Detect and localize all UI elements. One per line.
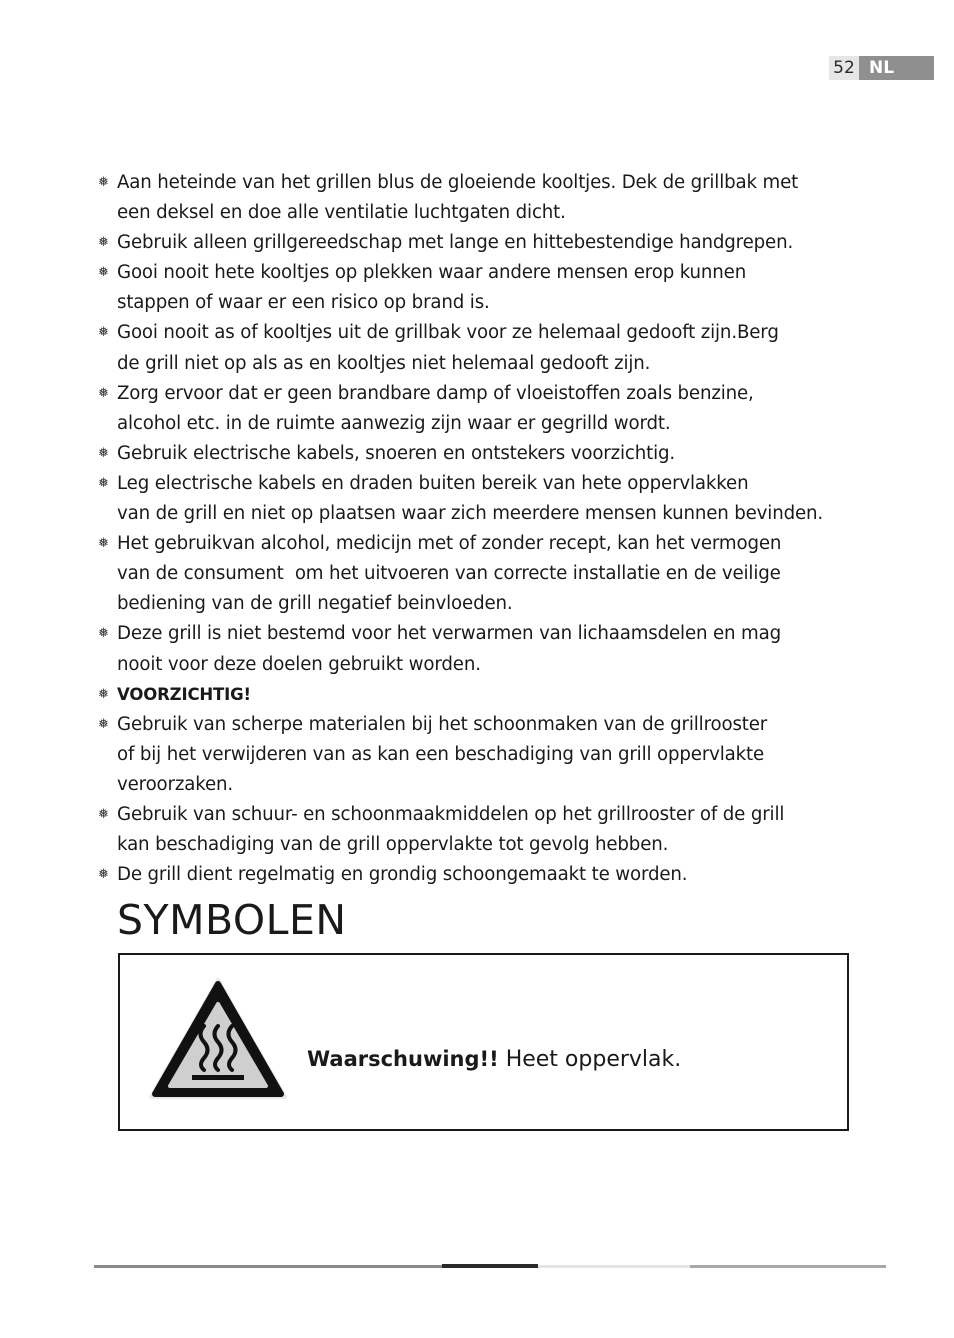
bullet-text-line: De grill dient regelmatig en grondig schoongemaakt te worden. bbox=[117, 864, 688, 886]
bullet-item bbox=[98, 318, 888, 378]
bullet-text-line: Deze grill is niet bestemd voor het verwarmen van lichaamsdelen en mag bbox=[117, 623, 781, 645]
bullet-text bbox=[117, 860, 888, 890]
bullet-text-line: van de grill en niet op plaatsen waar zich meerdere mensen kunnen bevinden. bbox=[117, 503, 824, 525]
bullet-icon: ❅ bbox=[98, 325, 109, 341]
bullet-icon: ❅ bbox=[98, 867, 109, 883]
bullet-text bbox=[117, 228, 888, 258]
bullet-item bbox=[98, 168, 888, 228]
bullet-text bbox=[117, 168, 888, 228]
page-number: 52 bbox=[829, 56, 859, 80]
bullet-text-line: bediening van de grill negatief beinvloeden. bbox=[117, 593, 513, 615]
bullet-item bbox=[98, 860, 888, 890]
bullet-text bbox=[117, 800, 888, 860]
bullet-text bbox=[117, 379, 888, 439]
bullet-text-line: van de consument om het uitvoeren van correcte installatie en de veilige bbox=[117, 563, 781, 585]
warning-label: Waarschuwing!! bbox=[307, 1047, 499, 1071]
footer-rule bbox=[94, 1264, 886, 1268]
bullet-text bbox=[117, 529, 888, 619]
bullet-text-line: Het gebruikvan alcohol, medicijn met of zonder recept, kan het vermogen bbox=[117, 533, 782, 555]
footer-rule-segment bbox=[538, 1265, 690, 1268]
bullet-item bbox=[98, 529, 888, 619]
bullet-icon: ❅ bbox=[98, 385, 109, 401]
bullet-text-line: Leg electrische kabels en draden buiten bereik van hete oppervlakken bbox=[117, 472, 749, 494]
bullet-item bbox=[98, 258, 888, 318]
bullet-text-line: Gebruik van scherpe materialen bij het schoonmaken van de grillrooster bbox=[117, 713, 768, 735]
bullet-icon: ❅ bbox=[98, 536, 109, 552]
bullet-icon: ❅ bbox=[98, 475, 109, 491]
bullet-text bbox=[117, 680, 888, 710]
bullet-text-line: of bij het verwijderen van as kan een beschadiging van grill oppervlakte bbox=[117, 743, 765, 765]
bullet-item bbox=[98, 469, 888, 529]
bullet-text-line: Zorg ervoor dat er geen brandbare damp of vloeistoffen zoals benzine, bbox=[117, 382, 754, 404]
bullet-text bbox=[117, 619, 888, 679]
bullet-item bbox=[98, 710, 888, 800]
bullet-icon: ❅ bbox=[98, 806, 109, 822]
bullet-text bbox=[117, 469, 888, 529]
bullet-icon: ❅ bbox=[98, 716, 109, 732]
bullet-text-line: de grill niet op als as en kooltjes niet helemaal gedooft zijn. bbox=[117, 352, 651, 374]
bullet-text bbox=[117, 258, 888, 318]
hot-surface-warning-icon bbox=[148, 976, 288, 1102]
footer-rule-segment bbox=[442, 1264, 538, 1268]
bullet-text-line: alcohol etc. in de ruimte aanwezig zijn waar er gegrilld wordt. bbox=[117, 412, 671, 434]
bullet-text-line: Gebruik alleen grillgereedschap met lange en hittebestendige handgrepen. bbox=[117, 232, 794, 254]
bullet-text-line: Gooi nooit as of kooltjes uit de grillbak voor ze helemaal gedooft zijn.Berg bbox=[117, 322, 779, 344]
bullet-text-line: kan beschadiging van de grill oppervlakte tot gevolg hebben. bbox=[117, 834, 669, 856]
bullet-item bbox=[98, 800, 888, 860]
section-title: SYMBOLEN bbox=[117, 896, 347, 944]
bullet-icon: ❅ bbox=[98, 235, 109, 251]
bullet-text bbox=[117, 439, 888, 469]
bullet-text-line: een deksel en doe alle ventilatie luchtgaten dicht. bbox=[117, 202, 566, 224]
bullet-text bbox=[117, 318, 888, 378]
bullet-text-line: veroorzaken. bbox=[117, 773, 234, 795]
safety-bullet-list bbox=[98, 168, 888, 890]
bullet-item bbox=[98, 379, 888, 439]
bullet-text-line: Gebruik electrische kabels, snoeren en ontstekers voorzichtig. bbox=[117, 442, 676, 464]
bullet-item bbox=[98, 439, 888, 469]
bullet-item bbox=[98, 228, 888, 258]
bullet-text-line: nooit voor deze doelen gebruikt worden. bbox=[117, 653, 481, 675]
footer-rule-segment bbox=[690, 1265, 886, 1268]
bullet-text-line: Gooi nooit hete kooltjes op plekken waar andere mensen erop kunnen bbox=[117, 262, 747, 284]
bullet-icon: ❅ bbox=[98, 445, 109, 461]
footer-rule-segment bbox=[94, 1265, 442, 1268]
language-label: NL bbox=[859, 56, 934, 80]
page-tab bbox=[829, 56, 934, 80]
bullet-icon: ❅ bbox=[98, 265, 109, 281]
bullet-text-line: Gebruik van schuur- en schoonmaakmiddelen op het grillrooster of de grill bbox=[117, 803, 785, 825]
bullet-item bbox=[98, 680, 888, 710]
warning-description: Heet oppervlak. bbox=[498, 1047, 682, 1072]
bullet-icon: ❅ bbox=[98, 686, 109, 702]
bullet-text bbox=[117, 710, 888, 800]
bullet-icon: ❅ bbox=[98, 175, 109, 190]
symbol-box bbox=[118, 953, 849, 1131]
bullet-text-line: stappen of waar er een risico op brand is. bbox=[117, 292, 490, 314]
bullet-text-line: VOORZICHTIG! bbox=[117, 684, 251, 704]
symbol-caption bbox=[307, 1047, 681, 1072]
bullet-text-line: Aan heteinde van het grillen blus de gloeiende kooltjes. Dek de grillbak met bbox=[117, 172, 799, 193]
bullet-icon: ❅ bbox=[98, 626, 109, 642]
bullet-item bbox=[98, 619, 888, 679]
